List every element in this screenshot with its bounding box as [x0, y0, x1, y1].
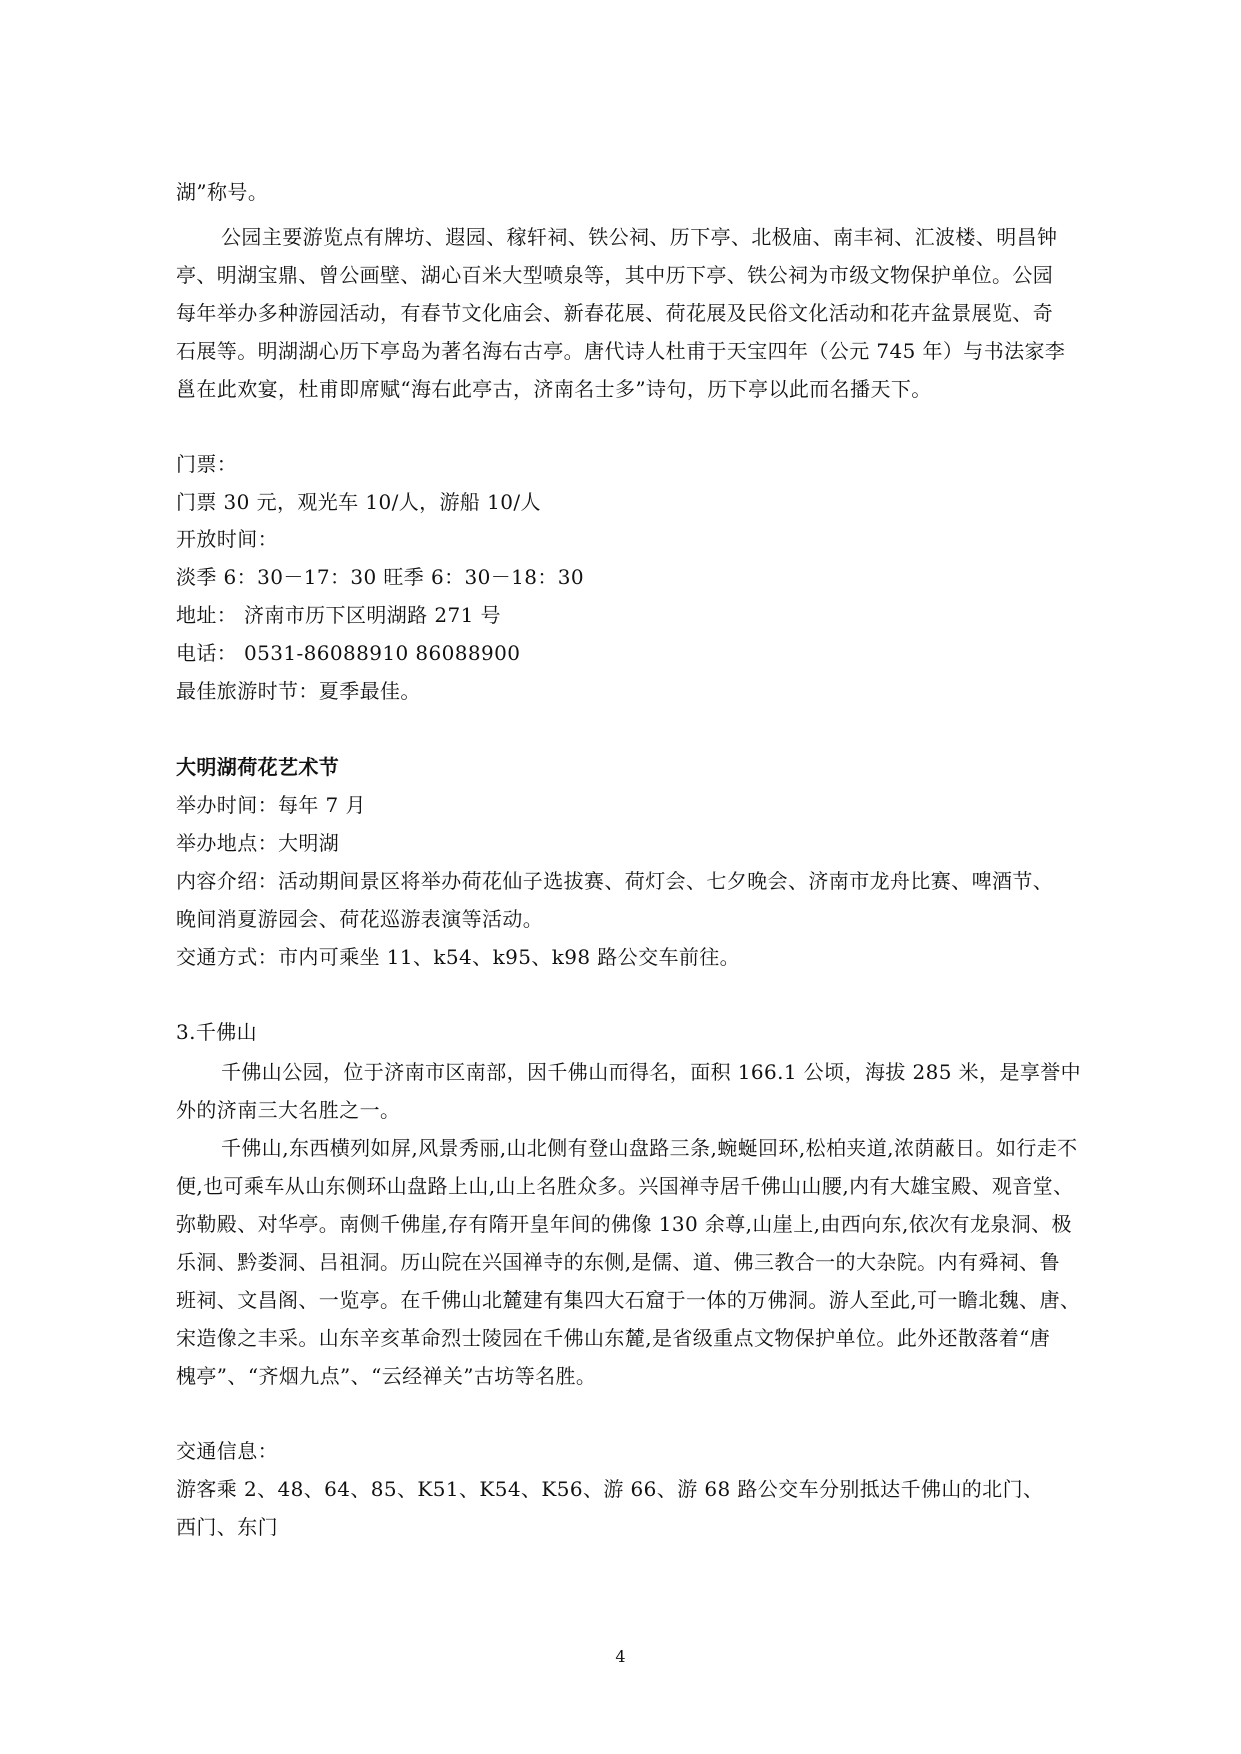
hours-label: 开放时间：: [176, 527, 278, 551]
section-heading: 3.千佛山: [176, 1020, 258, 1044]
paragraph-line: 槐亭”、“齐烟九点”、“云经禅关”古坊等名胜。: [176, 1364, 597, 1388]
transport-line: 西门、东门: [176, 1515, 278, 1539]
intro-line: 湖”称号。: [176, 180, 269, 204]
paragraph-line: 千佛山公园，位于济南市区南部，因千佛山而得名，面积 166.1 公顷，海拔 285 米，是享誉中: [221, 1060, 1082, 1084]
paragraph-line: 公园主要游览点有牌坊、遐园、稼轩祠、铁公祠、历下亭、北极庙、南丰祠、汇波楼、明昌钟: [221, 225, 1058, 249]
paragraph-line: 邕在此欢宴，杜甫即席赋“海右此亭古，济南名士多”诗句，历下亭以此而名播天下。: [176, 377, 932, 401]
ticket-label: 门票：: [176, 452, 238, 476]
festival-title: 大明湖荷花艺术节: [176, 755, 340, 779]
paragraph-line: 弥勒殿、对华亭。南侧千佛崖,存有隋开皇年间的佛像 130 余尊,山崖上,由西向东,依次有龙泉洞、极: [176, 1212, 1072, 1236]
address-line: 地址： 济南市历下区明湖路 271 号: [176, 603, 501, 627]
festival-place: 举办地点：大明湖: [176, 831, 340, 855]
paragraph-line: 千佛山,东西横列如屏,风景秀丽,山北侧有登山盘路三条,蜿蜒回环,松柏夹道,浓荫蔽日。如行走不: [221, 1136, 1078, 1160]
paragraph-line: 宋造像之丰采。山东辛亥革命烈士陵园在千佛山东麓,是省级重点文物保护单位。此外还散落着“唐: [176, 1326, 1051, 1350]
ticket-value: 门票 30 元，观光车 10/人，游船 10/人: [176, 490, 541, 514]
festival-time: 举办时间：每年 7 月: [176, 793, 366, 817]
paragraph-line: 乐洞、黔娄洞、吕祖洞。历山院在兴国禅寺的东侧,是儒、道、佛三教合一的大杂院。内有舜祠、鲁: [176, 1250, 1060, 1274]
festival-content: 晚间消夏游园会、荷花巡游表演等活动。: [176, 907, 544, 931]
paragraph-line: 亭、明湖宝鼎、曾公画壁、湖心百米大型喷泉等，其中历下亭、铁公祠为市级文物保护单位。公园: [176, 263, 1054, 287]
paragraph-line: 外的济南三大名胜之一。: [176, 1098, 401, 1122]
paragraph-line: 便,也可乘车从山东侧环山盘路上山,山上名胜众多。兴国禅寺居千佛山山腰,内有大雄宝殿、观音堂、: [176, 1174, 1074, 1198]
transport-line: 游客乘 2、48、64、85、K51、K54、K56、游 66、游 68 路公交车分别抵达千佛山的北门、: [176, 1477, 1044, 1501]
page-number: 4: [615, 1647, 626, 1666]
paragraph-line: 每年举办多种游园活动，有春节文化庙会、新春花展、荷花展及民俗文化活动和花卉盆景展览、奇: [176, 301, 1054, 325]
paragraph-line: 班祠、文昌阁、一览亭。在千佛山北麓建有集四大石窟于一体的万佛洞。游人至此,可一瞻北魏、唐、: [176, 1288, 1081, 1312]
festival-transport: 交通方式：市内可乘坐 11、k54、k95、k98 路公交车前往。: [176, 945, 741, 969]
transport-label: 交通信息：: [176, 1439, 278, 1463]
festival-content: 内容介绍：活动期间景区将举办荷花仙子选拔赛、荷灯会、七夕晚会、济南市龙舟比赛、啤酒节、: [176, 869, 1054, 893]
best-time-line: 最佳旅游时节：夏季最佳。: [176, 679, 421, 703]
hours-value: 淡季 6：30－17：30 旺季 6：30－18：30: [176, 565, 585, 589]
paragraph-line: 石展等。明湖湖心历下亭岛为著名海右古亭。唐代诗人杜甫于天宝四年（公元 745 年）与书法家李: [176, 339, 1066, 363]
phone-line: 电话： 0531-86088910 86088900: [176, 641, 521, 665]
